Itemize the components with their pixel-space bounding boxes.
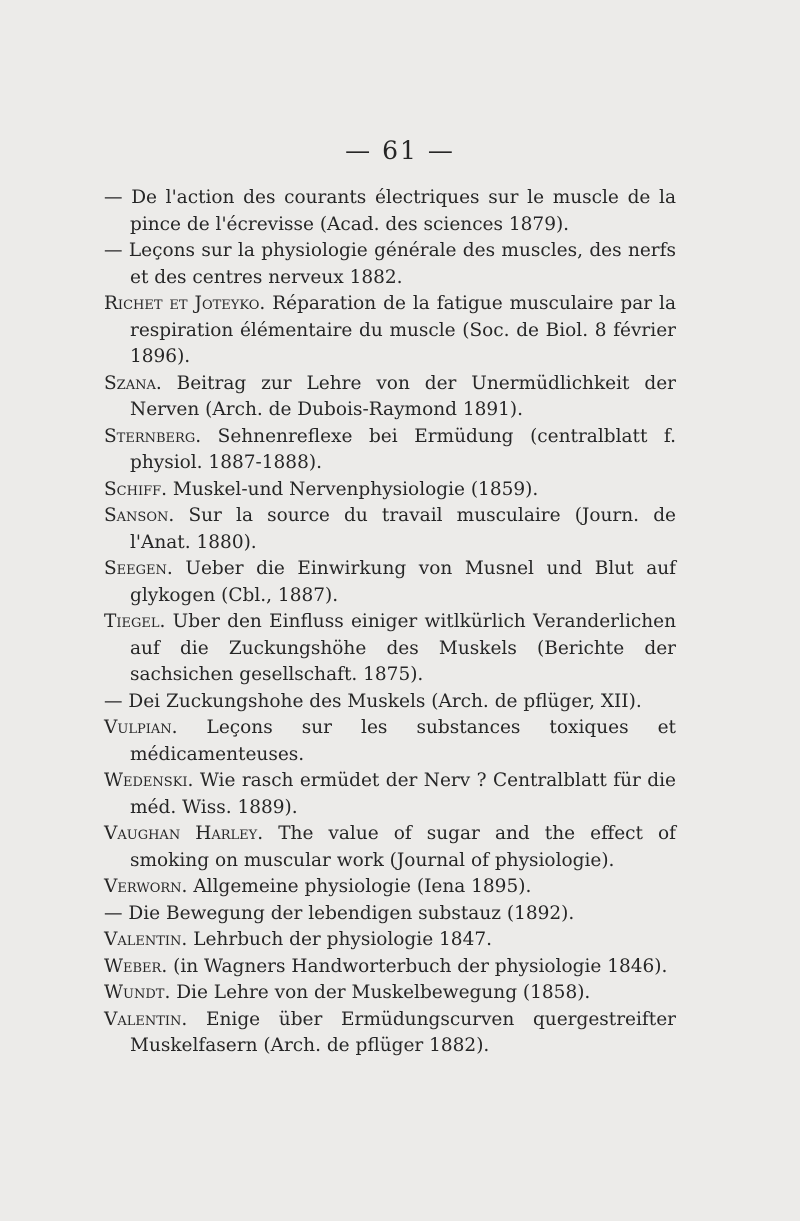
reference-text: Sur la source du travail musculaire (Journ. de l'Anat. 1880). (130, 505, 676, 553)
reference-entry (104, 185, 676, 238)
reference-entry (104, 609, 676, 689)
reference-author: Vaughan Harley. (104, 823, 264, 844)
reference-author: — (104, 902, 123, 924)
reference-text: The value of sugar and the effect of smoking on muscular work (Journal of physiologie). (130, 823, 676, 871)
reference-author: Wundt. (104, 982, 171, 1003)
page-number: — 61 — (345, 136, 455, 165)
reference-entry (104, 371, 676, 424)
reference-author: Tiegel. (104, 611, 166, 632)
reference-entry (104, 424, 676, 477)
reference-text: Wie rasch ermüdet der Nerv ? Centralblatt für die méd. Wiss. 1889). (130, 770, 676, 818)
reference-entry (104, 874, 676, 901)
reference-text: Leçons sur la physiologie générale des muscles, des nerfs et des centres nerveux 1882. (128, 240, 676, 288)
reference-entry (104, 980, 676, 1007)
reference-author: Valentin. (104, 1008, 188, 1030)
reference-list (104, 185, 676, 1060)
reference-author: Seegen. (104, 558, 173, 579)
reference-text: Sehnenreflexe bei Ermüdung (centralblatt f. physiol. 1887-1888). (130, 425, 676, 473)
reference-entry (104, 901, 676, 928)
reference-entry (104, 715, 676, 768)
reference-entry (104, 821, 676, 874)
reference-author: Weber. (104, 955, 168, 977)
reference-entry (104, 238, 676, 291)
reference-author: — (104, 240, 123, 261)
reference-entry (104, 689, 676, 716)
reference-text: Ueber die Einwirkung von Musnel und Blut auf glykogen (Cbl., 1887). (130, 558, 676, 606)
reference-entry (104, 503, 676, 556)
reference-text: Allgemeine physiologie (Iena 1895). (193, 876, 532, 897)
reference-text: Beitrag zur Lehre von der Unermüdlichkeit der Nerven (Arch. de Dubois-Raymond 1891). (130, 372, 676, 420)
reference-text: De l'action des courants électriques sur le muscle de la pince de l'écrevisse (Acad. des sciences 1879). (130, 187, 676, 235)
reference-text: Uber den Einfluss einiger witlkürlich Veranderlichen auf die Zuckungshöhe des Muskels (Berichte der sachsichen gesellschaft. 1875). (130, 611, 676, 685)
reference-author: Valentin. (104, 929, 188, 950)
reference-author: Szana. (104, 372, 162, 394)
reference-entry (104, 477, 676, 504)
reference-text: (in Wagners Handworterbuch der physiologie 1846). (173, 955, 668, 977)
reference-entry (104, 556, 676, 609)
reference-author: Wedenski. (104, 770, 194, 791)
reference-text: Die Lehre von der Muskelbewegung (1858). (176, 982, 591, 1003)
reference-entry (104, 1007, 676, 1060)
reference-author: Vulpian. (104, 717, 178, 738)
reference-author: Verworn. (104, 876, 188, 897)
reference-author: — (104, 187, 123, 208)
reference-author: — (104, 690, 123, 712)
reference-entry (104, 768, 676, 821)
reference-text: Dei Zuckungshohe des Muskels (Arch. de pflüger, XII). (128, 690, 642, 712)
reference-author: Schiff. (104, 478, 168, 500)
reference-text: Lehrbuch der physiologie 1847. (193, 929, 492, 950)
reference-text: Réparation de la fatigue musculaire par la respiration élémentaire du muscle (Soc. de Biol. 8 février 1896). (130, 293, 676, 367)
reference-entry (104, 291, 676, 371)
reference-entry (104, 927, 676, 954)
reference-author: Sternberg. (104, 425, 202, 447)
reference-text: Leçons sur les substances toxiques et médicamenteuses. (130, 717, 676, 765)
reference-text: Enige über Ermüdungscurven quergestreifter Muskelfasern (Arch. de pflüger 1882). (130, 1008, 676, 1056)
reference-entry (104, 954, 676, 981)
reference-author: Richet et Joteyko. (104, 293, 266, 314)
reference-author: Sanson. (104, 505, 175, 526)
reference-text: Die Bewegung der lebendigen substauz (1892). (128, 902, 575, 924)
reference-text: Muskel-und Nervenphysiologie (1859). (172, 478, 539, 500)
